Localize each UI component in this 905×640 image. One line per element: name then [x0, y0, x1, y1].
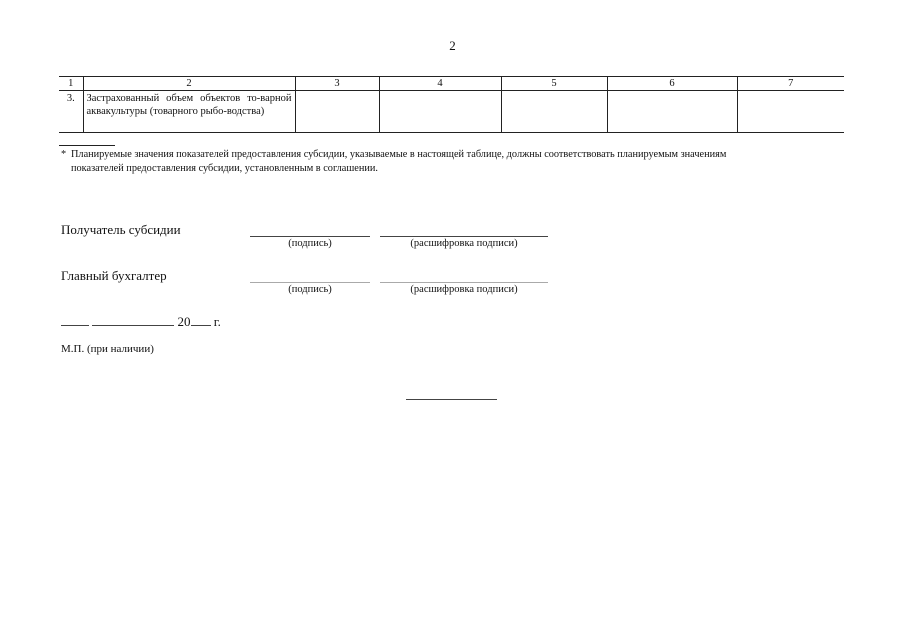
accountant-decoding-line: [380, 282, 548, 283]
value-cell: [607, 91, 737, 133]
column-header: 2: [83, 77, 295, 91]
accountant-signature-line: [250, 282, 370, 283]
recipient-decoding-caption: (расшифровка подписи): [410, 238, 518, 249]
year-blank: [191, 314, 211, 326]
month-blank: [92, 314, 174, 326]
page-number: 2: [449, 38, 456, 53]
value-cell: [737, 91, 844, 133]
day-blank: [61, 314, 89, 326]
recipient-decoding-line: [380, 236, 548, 237]
table-header-row: [59, 77, 844, 91]
column-header: 1: [59, 77, 83, 91]
year-suffix: г.: [213, 314, 221, 329]
row-number-cell: 3.: [59, 91, 83, 133]
column-header: 4: [379, 77, 501, 91]
column-header: 3: [295, 77, 379, 91]
date-line: [61, 314, 221, 330]
footnote-mark: *: [61, 149, 67, 160]
accountant-signature-caption: (подпись): [288, 284, 332, 295]
table-row: [59, 91, 844, 133]
value-cell: [379, 91, 501, 133]
recipient-signature-caption: (подпись): [288, 238, 332, 249]
footnote-text-line2: показателей предоставления субсидии, установленным в соглашении.: [71, 162, 378, 174]
value-cell: [501, 91, 607, 133]
indicators-table: [59, 76, 844, 133]
column-header: 7: [737, 77, 844, 91]
footnote: [61, 148, 844, 175]
value-cell: [295, 91, 379, 133]
recipient-signature-line: [250, 236, 370, 237]
column-header: 5: [501, 77, 607, 91]
footnote-separator: [59, 145, 115, 146]
accountant-label: Главный бухгалтер: [61, 268, 167, 283]
year-prefix: 20: [177, 314, 191, 329]
column-header: 6: [607, 77, 737, 91]
stamp-note: М.П. (при наличии): [61, 343, 154, 355]
indicator-name-cell: Застрахованный объем объектов то-варной аквакультуры (товарного рыбо-водства): [83, 91, 295, 133]
accountant-decoding-caption: (расшифровка подписи): [410, 284, 518, 295]
end-separator: [406, 399, 497, 400]
recipient-label: Получатель субсидии: [61, 222, 181, 237]
footnote-text-line1: Планируемые значения показателей предоставления субсидии, указываемые в настоящей таблице, должны соответствовать планируемым значениям: [71, 149, 727, 160]
